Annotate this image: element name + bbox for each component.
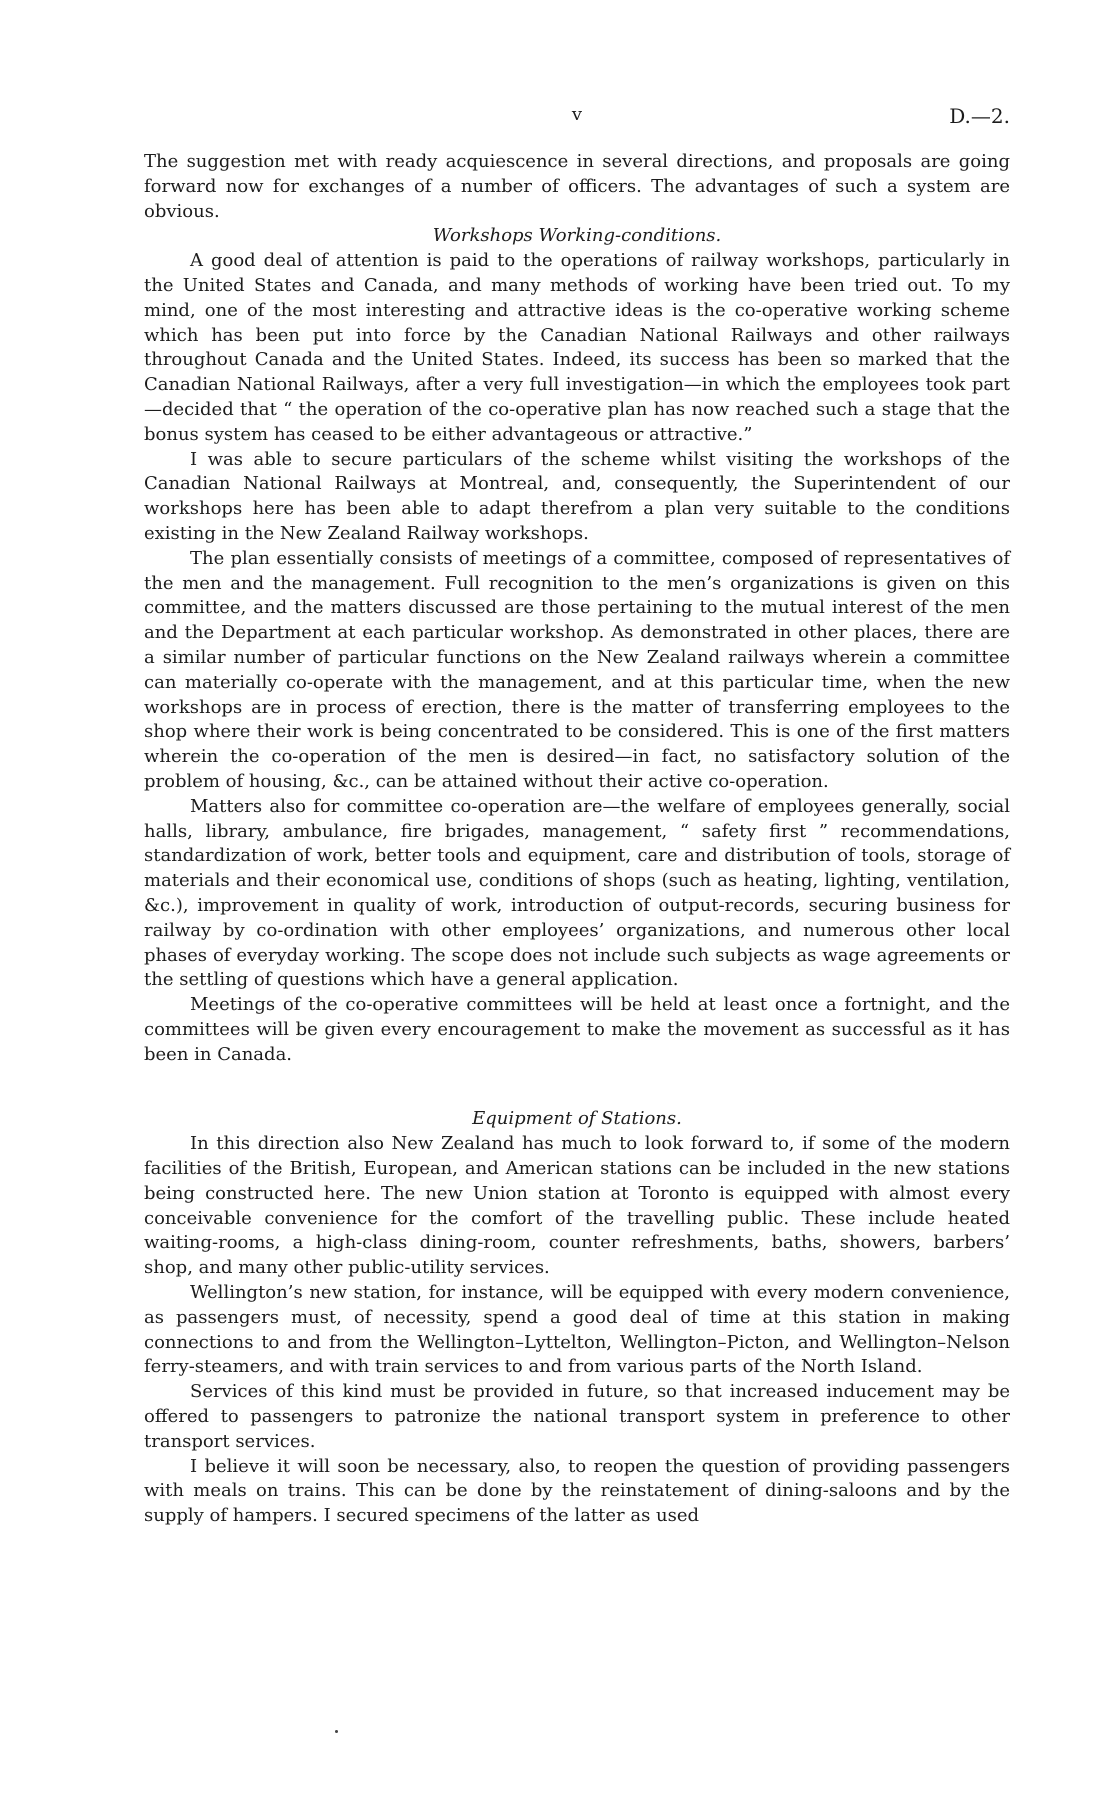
paragraph-workshops-5: Meetings of the co-operative committees will be held at least once a fortnight, and the committees will be given every encouragement to make the movement as successful as it has been in Canada. [144, 994, 1010, 1065]
document-reference: D.—2. [949, 104, 1010, 128]
section-heading-workshops: Workshops Working-conditions. [432, 225, 722, 247]
paragraph-workshops-3: The plan essentially consists of meetings of a committee, composed of representatives of the men and the management. Full recognition to the men’s organizations is given on this committee, and the matters discussed are those pertaining to the mutual interest of the men and the Department at each particular workshop. As demonstrated in other places, there are a similar number of particular functions on the New Zealand railways wherein a committee can materially co-operate with the management, and at this particular time, when the new workshops are in process of erection, there is the matter of transferring employees to the shop where their work is being concentrated to be considered. This is one of the first matters wherein the co-operation of the men is desired—in fact, no satisfactory solution of the problem of housing, &c., can be attained without their active co-operation. [144, 547, 1010, 792]
body-text [144, 150, 1010, 1529]
paragraph-stations-3: Services of this kind must be provided in future, so that increased inducement may be offered to passengers to patronize the national transport system in preference to other transport services. [144, 1381, 1010, 1452]
paragraph-stations-4: I believe it will soon be necessary, also, to reopen the question of providing passengers with meals on trains. This can be done by the reinstatement of dining-saloons and by the supply of hampers. I secured specimens of the latter as used [144, 1455, 1010, 1527]
page-header [144, 104, 1010, 132]
scan-speck [335, 1730, 338, 1733]
paragraph-opening: The suggestion met with ready acquiescence in several directions, and proposals are going forward now for exchanges of a number of officers. The advantages of such a system are obvious. [144, 151, 1010, 222]
paragraph-workshops-1: A good deal of attention is paid to the operations of railway workshops, particularly in the United States and Canada, and many methods of working have been tried out. To my mind, one of the most interesting and attractive ideas is the co-operative working scheme which has been put into force by the Canadian National Railways and other railways throughout Canada and the United States. Indeed, its success has been so marked that the Canadian National Railways, after a very full investigation—in which the employees took part—decided that “ the operation of the co-operative plan has now reached such a stage that the bonus system has ceased to be either advantageous or attractive.” [144, 250, 1010, 445]
paragraph-stations-2: Wellington’s new station, for instance, will be equipped with every modern convenience, as passengers must, of necessity, spend a good deal of time at this station in making connections to and from the Wellington–Lyttelton, Wellington–Picton, and Wellington–Nelson ferry-steamers, and with train services to and from various parts of the North Island. [144, 1282, 1010, 1378]
page-number: v [571, 104, 583, 125]
paragraph-workshops-2: I was able to secure particulars of the scheme whilst visiting the workshops of the Canadian National Railways at Montreal, and, consequently, the Superintendent of our workshops here has been able to adapt therefrom a plan very suitable to the conditions existing in the New Zealand Railway workshops. [144, 448, 1010, 544]
paragraph-stations-1: In this direction also New Zealand has much to look forward to, if some of the modern facilities of the British, European, and American stations can be included in the new stations being constructed here. The new Union station at Toronto is equipped with almost every conceivable convenience for the comfort of the travelling public. These include heated waiting-rooms, a high-class dining-room, counter refreshments, baths, showers, barbers’ shop, and many other public-utility services. [144, 1133, 1010, 1279]
paragraph-workshops-4: Matters also for committee co-operation are—the welfare of employees generally, social halls, library, ambulance, fire brigades, management, “ safety first ” recommendations, standardization of work, better tools and equipment, care and distribution of tools, storage of materials and their economical use, conditions of shops (such as heating, lighting, ventilation, &c.), improvement in quality of work, introduction of output-records, securing business for railway by co-ordination with other employees’ organizations, and numerous other local phases of everyday working. The scope does not include such subjects as wage agreements or the settling of questions which have a general application. [144, 795, 1010, 991]
section-heading-stations: Equipment of Stations. [472, 1108, 682, 1130]
